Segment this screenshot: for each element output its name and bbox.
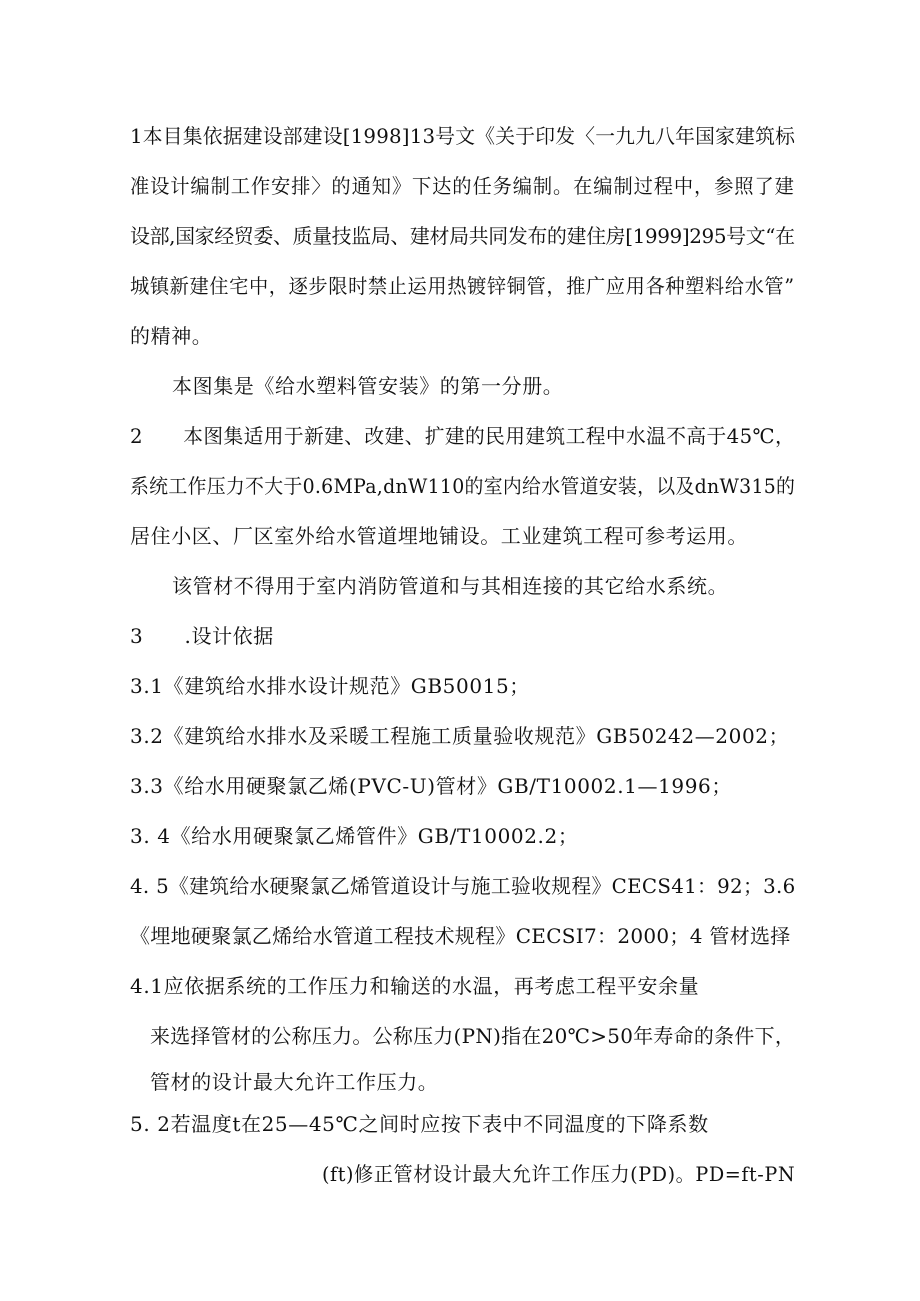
- text-line: 4.1应依据系统的工作压力和输送的水温，再考虑工程平安余量: [130, 974, 700, 998]
- section-heading: 3 .设计依据: [130, 624, 274, 648]
- text-line: 3.3《给水用硬聚氯乙烯(PVC-U)管材》GB/T10002.1—1996；: [130, 774, 732, 798]
- text-line: 5. 2若温度t在25—45℃之间时应按下表中不同温度的下降系数: [130, 1112, 709, 1136]
- text-line: 1本目集依据建设部建设[1998]13号文《关于印发〈一九九八年国家建筑标: [130, 124, 796, 148]
- text-line: 城镇新建住宅中，逐步限时禁止运用热镀锌铜管，推广应用各种塑料给水管”: [130, 274, 795, 298]
- text-line: 的精神。: [130, 324, 213, 348]
- text-line: 该管材不得用于室内消防管道和与其相连接的其它给水系统。: [172, 574, 729, 598]
- text-line: 3. 4《给水用硬聚氯乙烯管件》GB/T10002.2；: [130, 824, 579, 848]
- text-line: 来选择管材的公称压力。公称压力(PN)指在20℃>50年寿命的条件下，: [150, 1024, 796, 1048]
- text-line: 3.1《建筑给水排水设计规范》GB50015；: [130, 674, 530, 698]
- text-line: 系统工作压力不大于0.6MPa,dnW110的室内给水管道安装，以及dnW315的: [130, 474, 796, 498]
- text-line: 本图集是《给水塑料管安装》的第一分册。: [172, 374, 564, 398]
- text-line: 准设计编制工作安排〉的通知》下达的任务编制。在编制过程中，参照了建: [130, 174, 795, 198]
- text-line: 4. 5《建筑给水硬聚氯乙烯管道设计与施工验收规程》CECS41：92；3.6: [130, 874, 796, 898]
- text-line: (ft)修正管材设计最大允许工作压力(PD)。PD=ft-PN: [322, 1162, 796, 1186]
- text-line: 居住小区、厂区室外给水管道埋地铺设。工业建筑工程可参考运用。: [130, 524, 748, 548]
- text-line: 3.2《建筑给水排水及采暖工程施工质量验收规范》GB50242—2002；: [130, 724, 790, 748]
- text-line: 2 本图集适用于新建、改建、扩建的民用建筑工程中水温不高于45℃，: [130, 424, 796, 448]
- text-line: 管材的设计最大允许工作压力。: [150, 1070, 439, 1094]
- text-line: 《埋地硬聚氯乙烯给水管道工程技术规程》CECSI7：2000；4 管材选择: [130, 924, 791, 948]
- text-line: 设部,国家经贸委、质量技监局、建材局共同发布的建住房[1999]295号文“在: [130, 224, 795, 248]
